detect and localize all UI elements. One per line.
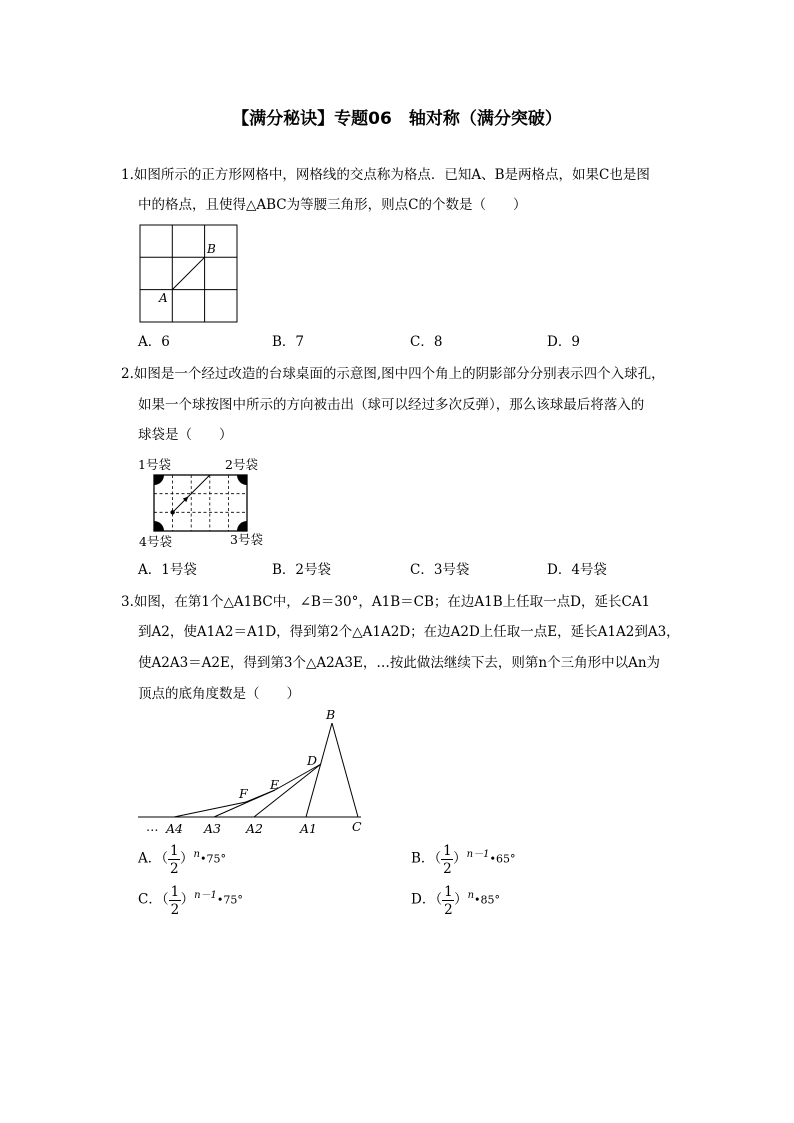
q3-option-a-fraction: $\frac{1}{2}$ [170, 843, 179, 877]
q1-option-c: C．8 [410, 334, 443, 350]
q3-option-d-letter: D． [411, 891, 436, 908]
q3-triangle-figure [136, 704, 376, 840]
q3-segment-a2d [254, 764, 321, 817]
q1-option-d: D．9 [547, 334, 580, 350]
q3-label-e: E [270, 777, 280, 792]
q3-label-c: C [352, 819, 362, 834]
q3-option-b: B．（ $\frac{1}{2}$ ）$^{n-1}$•65° [411, 843, 516, 877]
q2-pocket3-label: 3号袋 [230, 532, 263, 547]
q3-label-a2: A2 [246, 821, 263, 836]
q3-option-c-letter: C． [138, 891, 162, 908]
q1-label-b: B [207, 242, 216, 256]
q3-text-line4: 顶点的底角度数是（ ） [138, 686, 300, 702]
q2-pocket1-label: 1号袋 [138, 457, 171, 472]
q2-table [154, 475, 247, 531]
q2-text-line1: 2.如图是一个经过改造的台球桌面的示意图,图中四个角上的阴影部分分别表示四个入球孔， [121, 366, 665, 382]
q3-text-line3: 使A2A3＝A2E，得到第3个△A2A3E，…按此做法继续下去，则第n个三角形中以An为 [138, 655, 661, 671]
q3-option-b-letter: B． [411, 850, 435, 867]
q3-text-line1: 3.如图，在第1个△A1BC中，∠B＝30°，A1B＝CB；在边A1B上任取一点D，延长CA1 [121, 594, 651, 610]
q2-option-d: D．4号袋 [547, 562, 607, 578]
q2-billiard-figure [136, 456, 276, 552]
q3-label-f: F [239, 786, 248, 801]
q2-pocket2-shade [237, 475, 247, 485]
q1-grid-figure [138, 222, 242, 326]
q1-segment-ab [172, 257, 204, 289]
q3-label-d: D [307, 753, 318, 768]
q1-option-a: A．6 [138, 334, 170, 350]
q3-label-a4: A4 [166, 821, 183, 836]
q2-option-a: A．1号袋 [138, 562, 197, 578]
q2-pocket4-shade [154, 521, 164, 531]
q3-label-dots: … [146, 819, 159, 834]
q2-text-line2: 如果一个球按图中所示的方向被击出（球可以经过多次反弹），那么该球最后将落入的 [138, 397, 645, 413]
page-title: 【满分秘诀】专题06 轴对称（满分突破） [232, 109, 562, 129]
q2-option-b: B．2号袋 [272, 562, 332, 578]
q1-text-line2: 中的格点，且使得△ABC为等腰三角形，则点C的个数是（ ） [138, 197, 527, 213]
q2-ball [170, 510, 174, 514]
q3-option-d-fraction: $\frac{1}{2}$ [444, 884, 453, 918]
q3-option-c: C．（ $\frac{1}{2}$ ）$^{n-1}$•75° [138, 884, 243, 918]
q3-segment-a4f [174, 802, 246, 817]
q2-text-line3: 球袋是（ ） [138, 427, 233, 443]
q3-option-c-fraction: $\frac{1}{2}$ [170, 884, 180, 918]
q3-segment-bc [332, 723, 358, 817]
q3-label-b: B [326, 707, 336, 722]
q1-text-line1: 1.如图所示的正方形网格中，网格线的交点称为格点．已知A、B是两格点，如果C也是图 [121, 167, 650, 183]
q3-label-a1: A1 [300, 821, 317, 836]
q3-option-a: A．（ $\frac{1}{2}$ ）$^n$•75° [138, 843, 226, 877]
q3-option-b-fraction: $\frac{1}{2}$ [443, 843, 452, 877]
q2-pocket4-label: 4号袋 [139, 534, 172, 549]
q2-pocket3-shade [237, 521, 247, 531]
q3-text-line2: 到A2，使A1A2＝A1D，得到第2个△A1A2D；在边A2D上任取一点E，延长A1A2到A3， [138, 624, 680, 640]
q3-option-d: D．（ $\frac{1}{2}$ ）$^n$•85° [411, 884, 501, 918]
q2-option-c: C．3号袋 [410, 562, 470, 578]
q3-option-a-letter: A． [138, 850, 162, 867]
q1-option-b: B．7 [272, 334, 305, 350]
q2-pocket1-shade [154, 475, 164, 485]
q2-pocket2-label: 2号袋 [225, 457, 258, 472]
q3-label-a3: A3 [204, 821, 221, 836]
q1-label-a: A [159, 291, 168, 305]
